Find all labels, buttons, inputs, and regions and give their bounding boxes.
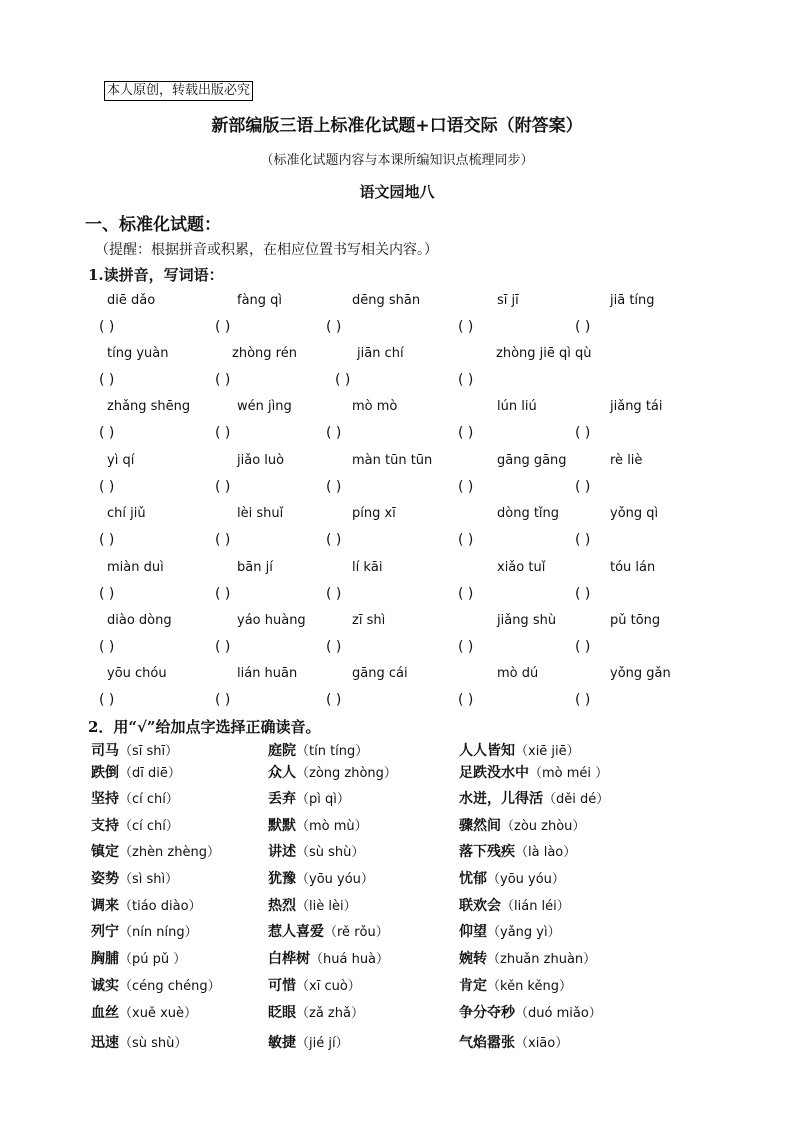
answer-blank[interactable]: ( ): [458, 319, 474, 335]
answer-blank[interactable]: ( ): [215, 532, 231, 548]
reading-option[interactable]: [459, 975, 572, 995]
option-pinyin: （mò mù）: [296, 819, 368, 834]
copyright-note: 本人原创，转载出版必究: [104, 81, 253, 101]
option-word: 白桦树: [268, 951, 310, 967]
option-word: 犹豫: [268, 871, 296, 887]
option-word: 诚实: [91, 978, 119, 994]
option-pinyin: （mò méi ）: [529, 766, 609, 781]
reading-option[interactable]: [268, 1032, 349, 1052]
answer-blank[interactable]: ( ): [215, 479, 231, 495]
reading-option[interactable]: [459, 1032, 568, 1052]
reading-option[interactable]: [459, 948, 596, 968]
option-pinyin: （pú pǔ ）: [119, 952, 187, 967]
reading-option[interactable]: [268, 975, 361, 995]
pinyin-word: gāng cái: [352, 666, 408, 681]
pinyin-word: pǔ tōng: [610, 613, 661, 628]
pinyin-word: jiǎng shù: [497, 613, 557, 628]
answer-blank[interactable]: ( ): [99, 639, 115, 655]
answer-blank[interactable]: ( ): [99, 372, 115, 388]
pinyin-word: jiǎng tái: [610, 399, 663, 414]
answer-blank[interactable]: ( ): [326, 532, 342, 548]
option-word: 镇定: [91, 844, 119, 860]
option-pinyin: （lián léi）: [501, 899, 570, 914]
reading-option[interactable]: [91, 868, 178, 888]
answer-blank[interactable]: ( ): [99, 425, 115, 441]
reading-option[interactable]: [268, 921, 389, 941]
option-word: 讲述: [268, 844, 296, 860]
option-word: 调来: [91, 898, 119, 914]
answer-blank[interactable]: ( ): [575, 639, 591, 655]
option-word: 默默: [268, 818, 296, 834]
pinyin-word: jiǎo luò: [237, 453, 285, 468]
option-word: 骤然间: [459, 818, 501, 834]
option-word: 众人: [268, 765, 296, 781]
option-word: 敏捷: [268, 1035, 296, 1051]
answer-blank[interactable]: ( ): [458, 639, 474, 655]
pinyin-word: wén jìng: [237, 399, 292, 414]
answer-blank[interactable]: ( ): [326, 425, 342, 441]
option-pinyin: （tiáo diào）: [119, 899, 202, 914]
section-hint: （提醒：根据拼音或积累，在相应位置书写相关内容。）: [95, 242, 438, 258]
answer-blank[interactable]: ( ): [215, 639, 231, 655]
reading-option[interactable]: [91, 1032, 187, 1052]
answer-blank[interactable]: ( ): [575, 319, 591, 335]
question-2-title: 2．用“√”给加点字选择正确读音。: [88, 718, 321, 736]
option-pinyin: （yōu yóu）: [296, 872, 374, 887]
pinyin-word: lèi shuǐ: [237, 506, 284, 521]
reading-option[interactable]: [268, 740, 368, 760]
answer-blank[interactable]: ( ): [215, 425, 231, 441]
answer-blank[interactable]: ( ): [99, 479, 115, 495]
reading-option[interactable]: [459, 921, 561, 941]
page-subtitle: （标准化试题内容与本课所编知识点梳理同步）: [260, 153, 534, 168]
pinyin-word: zī shì: [352, 613, 386, 628]
section-heading: 一、标准化试题：: [85, 215, 221, 235]
option-word: 仰望: [459, 924, 487, 940]
option-word: 落下残疾: [459, 844, 515, 860]
pinyin-word: xiǎo tuǐ: [497, 560, 546, 575]
option-word: 可惜: [268, 978, 296, 994]
option-word: 庭院: [268, 743, 296, 759]
pinyin-word: jiān chí: [357, 346, 404, 361]
option-pinyin: （cí chí）: [119, 792, 179, 807]
pinyin-word: gāng gāng: [497, 453, 567, 468]
option-word: 肯定: [459, 978, 487, 994]
reading-option[interactable]: [459, 815, 585, 835]
answer-blank[interactable]: ( ): [215, 586, 231, 602]
option-pinyin: （zòng zhòng）: [296, 766, 397, 781]
pinyin-word: yǒng gǎn: [610, 666, 671, 681]
option-pinyin: （duó miǎo）: [515, 1006, 602, 1021]
unit-title: 语文园地八: [359, 183, 435, 201]
pinyin-word: chí jiǔ: [107, 506, 146, 521]
answer-blank[interactable]: ( ): [326, 586, 342, 602]
option-pinyin: （xī cuò）: [296, 979, 361, 994]
answer-blank[interactable]: ( ): [458, 425, 474, 441]
option-pinyin: （huá huà）: [310, 952, 390, 967]
option-pinyin: （liè lèi）: [296, 899, 357, 914]
answer-blank[interactable]: ( ): [326, 319, 342, 335]
answer-blank[interactable]: ( ): [326, 692, 342, 708]
pinyin-word: tíng yuàn: [107, 346, 169, 361]
option-word: 跌倒: [91, 765, 119, 781]
reading-option[interactable]: [459, 740, 580, 760]
reading-option[interactable]: [91, 815, 179, 835]
pinyin-word: lián huān: [237, 666, 298, 681]
pinyin-word: píng xī: [352, 506, 396, 521]
pinyin-word: zhòng rén: [232, 346, 297, 361]
option-pinyin: （zǎ zhǎ）: [296, 1006, 364, 1021]
pinyin-word: yáo huàng: [237, 613, 306, 628]
answer-blank[interactable]: ( ): [575, 425, 591, 441]
answer-blank[interactable]: ( ): [99, 586, 115, 602]
reading-option[interactable]: [459, 788, 609, 808]
pinyin-word: bān jí: [237, 560, 273, 575]
answer-blank[interactable]: ( ): [575, 586, 591, 602]
option-word: 忧郁: [459, 871, 487, 887]
reading-option[interactable]: [91, 975, 221, 995]
option-pinyin: （děi dé）: [543, 792, 610, 807]
option-pinyin: （cí chí）: [119, 819, 179, 834]
option-pinyin: （nín níng）: [119, 925, 198, 940]
answer-blank[interactable]: ( ): [215, 319, 231, 335]
reading-option[interactable]: [91, 788, 179, 808]
reading-option[interactable]: [268, 762, 397, 782]
option-pinyin: （là lào）: [515, 845, 577, 860]
answer-blank[interactable]: ( ): [326, 479, 342, 495]
option-pinyin: （xiāo）: [515, 1036, 569, 1051]
option-word: 丢弃: [268, 791, 296, 807]
answer-blank[interactable]: ( ): [99, 319, 115, 335]
reading-option[interactable]: [91, 841, 220, 861]
answer-blank[interactable]: ( ): [458, 692, 474, 708]
pinyin-word: mò dú: [497, 666, 539, 681]
option-pinyin: （zhèn zhèng）: [119, 845, 220, 860]
pinyin-word: yōu chóu: [107, 666, 167, 681]
option-pinyin: （xuě xuè）: [119, 1006, 197, 1021]
pinyin-word: yì qí: [107, 453, 135, 468]
pinyin-word: diē dǎo: [107, 293, 156, 308]
option-pinyin: （sī shī）: [119, 744, 179, 759]
option-word: 惹人喜爱: [268, 924, 324, 940]
pinyin-word: màn tūn tūn: [352, 453, 433, 468]
page-title: 新部编版三语上标准化试题+口语交际（附答案）: [211, 116, 583, 136]
answer-blank[interactable]: ( ): [215, 372, 231, 388]
option-pinyin: （kěn kěng）: [487, 979, 572, 994]
option-word: 眨眼: [268, 1005, 296, 1021]
option-pinyin: （zòu zhòu）: [501, 819, 586, 834]
option-pinyin: （rě rǒu）: [324, 925, 389, 940]
option-word: 胸脯: [91, 951, 119, 967]
pinyin-word: jiā tíng: [610, 293, 655, 308]
reading-option[interactable]: [268, 815, 368, 835]
answer-blank[interactable]: ( ): [458, 532, 474, 548]
answer-blank[interactable]: ( ): [99, 532, 115, 548]
reading-option[interactable]: [91, 948, 186, 968]
option-pinyin: （dī diē）: [119, 766, 181, 781]
reading-option[interactable]: [91, 740, 178, 760]
pinyin-word: lí kāi: [352, 560, 383, 575]
pinyin-word: sī jī: [497, 293, 519, 308]
reading-option[interactable]: [91, 921, 198, 941]
reading-option[interactable]: [459, 868, 565, 888]
pinyin-word: dòng tǐng: [497, 506, 560, 521]
pinyin-word: diào dòng: [107, 613, 172, 628]
pinyin-word: lún liú: [497, 399, 537, 414]
option-word: 联欢会: [459, 898, 501, 914]
option-pinyin: （tín tíng）: [296, 744, 369, 759]
reading-option[interactable]: [268, 1002, 364, 1022]
pinyin-word: rè liè: [610, 453, 643, 468]
option-word: 司马: [91, 743, 119, 759]
option-pinyin: （yōu yóu）: [487, 872, 565, 887]
answer-blank[interactable]: ( ): [575, 532, 591, 548]
reading-option[interactable]: [268, 788, 350, 808]
option-word: 足跌没水中: [459, 765, 529, 781]
option-word: 姿势: [91, 871, 119, 887]
answer-blank[interactable]: ( ): [458, 586, 474, 602]
pinyin-word: miàn duì: [107, 560, 164, 575]
pinyin-word: mò mò: [352, 399, 398, 414]
option-word: 气焰嚣张: [459, 1035, 515, 1051]
reading-option[interactable]: [459, 762, 608, 782]
option-pinyin: （pì qì）: [296, 792, 350, 807]
option-word: 血丝: [91, 1005, 119, 1021]
option-word: 支持: [91, 818, 119, 834]
option-word: 争分夺秒: [459, 1005, 515, 1021]
pinyin-word: zhǎng shēng: [107, 399, 191, 414]
reading-option[interactable]: [459, 895, 570, 915]
answer-blank[interactable]: ( ): [575, 479, 591, 495]
option-word: 列宁: [91, 924, 119, 940]
reading-option[interactable]: [459, 841, 576, 861]
option-pinyin: （sì shì）: [119, 872, 179, 887]
reading-option[interactable]: [91, 762, 181, 782]
question-1-title: 1.读拼音，写词语：: [88, 266, 224, 284]
answer-blank[interactable]: ( ): [458, 479, 474, 495]
option-word: 水迸，儿得活: [459, 791, 543, 807]
reading-option[interactable]: [91, 895, 202, 915]
pinyin-word: dēng shān: [352, 293, 421, 308]
option-pinyin: （zhuǎn zhuàn）: [487, 952, 597, 967]
option-pinyin: （céng chéng）: [119, 979, 221, 994]
answer-blank[interactable]: ( ): [215, 692, 231, 708]
option-word: 坚持: [91, 791, 119, 807]
pinyin-word: zhòng jiē qì qù: [496, 346, 592, 361]
reading-option[interactable]: [268, 841, 364, 861]
pinyin-word: yǒng qì: [610, 506, 659, 521]
option-pinyin: （sù shù）: [296, 845, 365, 860]
answer-blank[interactable]: ( ): [575, 692, 591, 708]
answer-blank[interactable]: ( ): [326, 639, 342, 655]
answer-blank[interactable]: ( ): [458, 372, 474, 388]
answer-blank[interactable]: ( ): [99, 692, 115, 708]
option-pinyin: （xiē jiē）: [515, 744, 580, 759]
option-word: 人人皆知: [459, 743, 515, 759]
option-word: 热烈: [268, 898, 296, 914]
reading-option[interactable]: [268, 868, 374, 888]
option-word: 迅速: [91, 1035, 119, 1051]
reading-option[interactable]: [268, 948, 389, 968]
answer-blank[interactable]: ( ): [335, 372, 351, 388]
option-pinyin: （sù shù）: [119, 1036, 188, 1051]
reading-option[interactable]: [268, 895, 357, 915]
reading-option[interactable]: [91, 1002, 197, 1022]
option-pinyin: （yǎng yì）: [487, 925, 561, 940]
option-word: 婉转: [459, 951, 487, 967]
option-pinyin: （jié jí）: [296, 1036, 349, 1051]
reading-option[interactable]: [459, 1002, 602, 1022]
pinyin-word: tóu lán: [610, 560, 656, 575]
pinyin-word: fàng qì: [237, 293, 283, 308]
